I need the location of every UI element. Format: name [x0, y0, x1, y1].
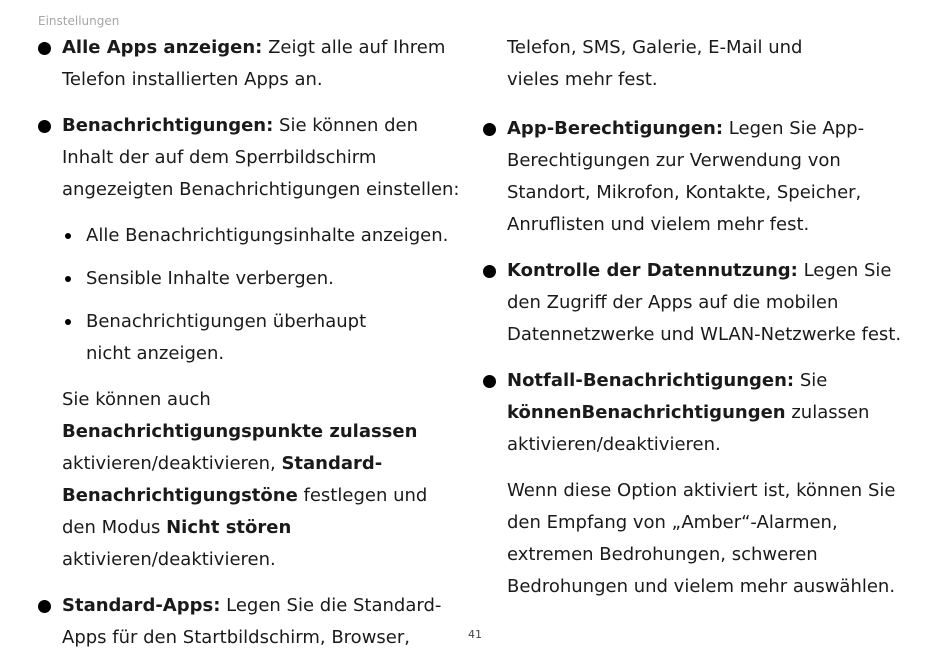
- item-text: Sie können den Inhalt der auf dem Sperrbildschirm angezeigten Benachrichtigungen einstellen:: [62, 115, 460, 200]
- continuation-text: [483, 32, 913, 96]
- item-term: App-Berechtigungen:: [507, 118, 724, 139]
- emergency-paragraph: [483, 475, 913, 603]
- item-text: Legen Sie die Standard-Apps für den Startbildschirm, Browser,: [62, 595, 442, 648]
- list-item-emergency: [483, 365, 913, 461]
- page-header: Einstellungen: [38, 14, 120, 28]
- continuation-span: Telefon, SMS, Galerie, E-Mail und vieles mehr fest.: [507, 37, 803, 90]
- item-text: zulassen aktivieren/deaktivieren.: [507, 402, 870, 455]
- para-text: aktivieren/deaktivieren,: [62, 453, 282, 474]
- item-bold: könnenBenachrichtigungen: [507, 402, 786, 423]
- page-number: 41: [468, 628, 482, 641]
- para-text: Sie können auch: [62, 389, 211, 410]
- list-item-all-apps: [38, 32, 463, 96]
- para-bold: Nicht stören: [166, 517, 292, 538]
- right-column: [483, 32, 913, 603]
- sub-item-text: Alle Benachrichtigungsinhalte anzeigen.: [86, 225, 449, 246]
- small-bullet-icon: [65, 319, 71, 325]
- bullet-icon: [38, 600, 51, 613]
- sub-item-text: Sensible Inhalte verbergen.: [86, 268, 334, 289]
- item-term: Notfall-Benachrichtigungen:: [507, 370, 795, 391]
- emergency-para-span: Wenn diese Option aktiviert ist, können Sie den Empfang von „Amber“-Alarmen, extremen Bedrohungen, schweren Bedrohungen und vielem mehr auswählen.: [507, 480, 896, 597]
- bullet-icon: [483, 123, 496, 136]
- bullet-icon: [38, 120, 51, 133]
- item-term: Benachrichtigungen:: [62, 115, 274, 136]
- item-text: Legen Sie App-Berechtigungen zur Verwendung von Standort, Mikrofon, Kontakte, Speicher, Anruflisten und vielem mehr fest.: [507, 118, 865, 235]
- sub-list-item: [38, 220, 463, 252]
- item-term: Standard-Apps:: [62, 595, 221, 616]
- para-text: festlegen und den Modus: [62, 485, 428, 538]
- notification-paragraph: [38, 384, 463, 576]
- list-item-default-apps: [38, 590, 463, 654]
- para-bold: Standard-Benachrichtigungstöne: [62, 453, 383, 506]
- sub-list-item: [38, 263, 463, 295]
- list-item-data-usage: [483, 255, 913, 351]
- item-text: Sie: [794, 370, 828, 391]
- item-text: Legen Sie den Zugriff der Apps auf die mobilen Datennetzwerke und WLAN-Netzwerke fest.: [507, 260, 902, 345]
- para-text: aktivieren/deaktivieren.: [62, 549, 276, 570]
- item-text: Zeigt alle auf Ihrem Telefon installierten Apps an.: [62, 37, 446, 90]
- bullet-icon: [483, 265, 496, 278]
- item-term: Alle Apps anzeigen:: [62, 37, 263, 58]
- para-bold: Benachrichtigungspunkte zulassen: [62, 421, 418, 442]
- item-term: Kontrolle der Datennutzung:: [507, 260, 798, 281]
- list-item-app-permissions: [483, 113, 913, 241]
- small-bullet-icon: [65, 233, 71, 239]
- left-column: [38, 32, 463, 654]
- sub-item-text: Benachrichtigungen überhaupt nicht anzeigen.: [86, 311, 367, 364]
- bullet-icon: [38, 42, 51, 55]
- list-item-notifications: [38, 110, 463, 206]
- sub-list-item: [38, 306, 463, 370]
- bullet-icon: [483, 375, 496, 388]
- small-bullet-icon: [65, 276, 71, 282]
